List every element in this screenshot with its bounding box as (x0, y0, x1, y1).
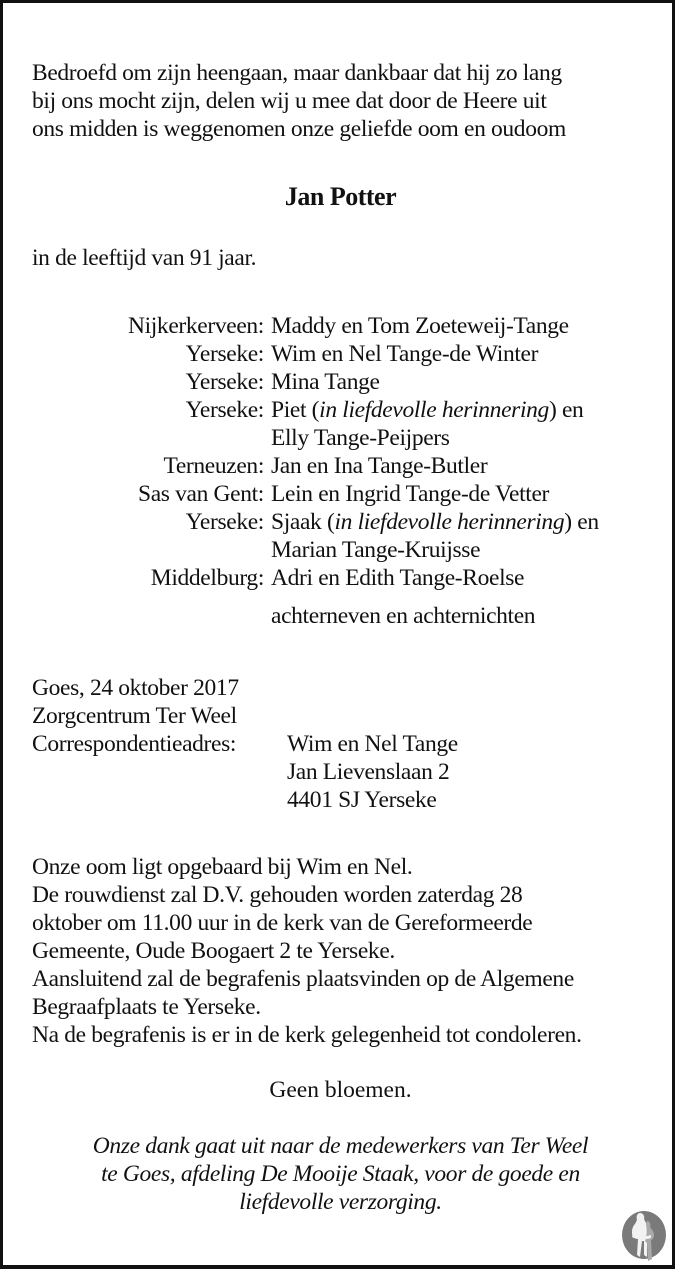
family-place: Yerseke: (185, 341, 264, 367)
family-row (3, 396, 675, 424)
family-place: Yerseke: (185, 509, 264, 535)
family-names: Lein en Ingrid Tange-de Vetter (271, 481, 550, 507)
deceased-name: Jan Potter (284, 182, 397, 211)
intro-text (32, 59, 566, 143)
lying-in-state: Onze oom ligt opgebaard bij Wim en Nel. (32, 854, 413, 880)
family-names: Adri en Edith Tange-Roelse (271, 565, 525, 591)
family-names: Piet (in liefdevolle herinnering) en (271, 397, 584, 423)
correspondence-address (287, 730, 458, 814)
family-row-continued (3, 424, 675, 452)
family-row (3, 480, 675, 508)
family-names: Mina Tange (271, 369, 380, 395)
place-date (32, 674, 239, 730)
address-city: 4401 SJ Yerseke (287, 787, 437, 813)
no-flowers: Geen bloemen. (269, 1077, 412, 1103)
family-names: Sjaak (in liefdevolle herinnering) en (271, 509, 599, 535)
family-row (3, 340, 675, 368)
thanks-line: te Goes, afdeling De Mooije Staak, voor de goede en (101, 1161, 580, 1187)
family-row-continued (3, 536, 675, 564)
thanks-line: Onze dank gaat uit naar de medewerkers van Ter Weel (92, 1133, 589, 1159)
family-place: Sas van Gent: (138, 481, 264, 507)
age-line: in de leeftijd van 91 jaar. (32, 245, 257, 271)
family-names: Maddy en Tom Zoeteweij-Tange (271, 313, 569, 339)
family-place: Yerseke: (185, 369, 264, 395)
service-line: De rouwdienst zal D.V. gehouden worden zaterdag 28 (32, 882, 523, 908)
family-place: Nijkerkerveen: (127, 313, 264, 339)
place-date-line: Goes, 24 oktober 2017 (32, 675, 239, 701)
embracing-figures-icon (620, 1211, 668, 1263)
care-home-line: Zorgcentrum Ter Weel (32, 703, 237, 729)
address-street: Jan Lievenslaan 2 (287, 759, 450, 785)
address-name: Wim en Nel Tange (287, 731, 458, 757)
family-names: Wim en Nel Tange-de Winter (271, 341, 539, 367)
family-row (3, 564, 675, 592)
family-names: Jan en Ina Tange-Butler (271, 453, 488, 479)
correspondence-label: Correspondentieadres: (32, 731, 237, 757)
condolence-line: Na de begrafenis is er in de kerk gelegenheid tot condoleren. (32, 1022, 582, 1048)
family-names: Elly Tange-Peijpers (271, 425, 450, 451)
family-place: Middelburg: (150, 565, 264, 591)
family-names: Marian Tange-Kruijsse (271, 537, 481, 563)
family-footer-text: achterneven en achternichten (271, 603, 536, 629)
family-place: Terneuzen: (163, 453, 264, 479)
in-memoriam-note: in liefdevolle herinnering (319, 397, 549, 423)
intro-line: Bedroefd om zijn heengaan, maar dankbaar dat hij zo lang (32, 60, 562, 86)
funeral-notice (32, 853, 650, 1049)
intro-line: ons midden is weggenomen onze geliefde oom en oudoom (32, 116, 566, 142)
family-footer (3, 602, 675, 630)
family-place: Yerseke: (185, 397, 264, 423)
family-row (3, 312, 675, 340)
service-line: Gemeente, Oude Boogaert 2 te Yerseke. (32, 938, 395, 964)
intro-line: bij ons mocht zijn, delen wij u mee dat door de Heere uit (32, 88, 547, 114)
family-row (3, 368, 675, 396)
in-memoriam-note: in liefdevolle herinnering (334, 509, 565, 535)
service-line: oktober om 11.00 uur in de kerk van de Gereformeerde (32, 910, 533, 936)
thanks-line: liefdevolle verzorging. (239, 1189, 442, 1215)
burial-line: Aansluitend zal de begrafenis plaatsvinden op de Algemene (32, 966, 574, 992)
burial-line: Begraafplaats te Yerseke. (32, 994, 261, 1020)
family-row (3, 452, 675, 480)
family-row (3, 508, 675, 536)
thanks-text (3, 1132, 675, 1216)
